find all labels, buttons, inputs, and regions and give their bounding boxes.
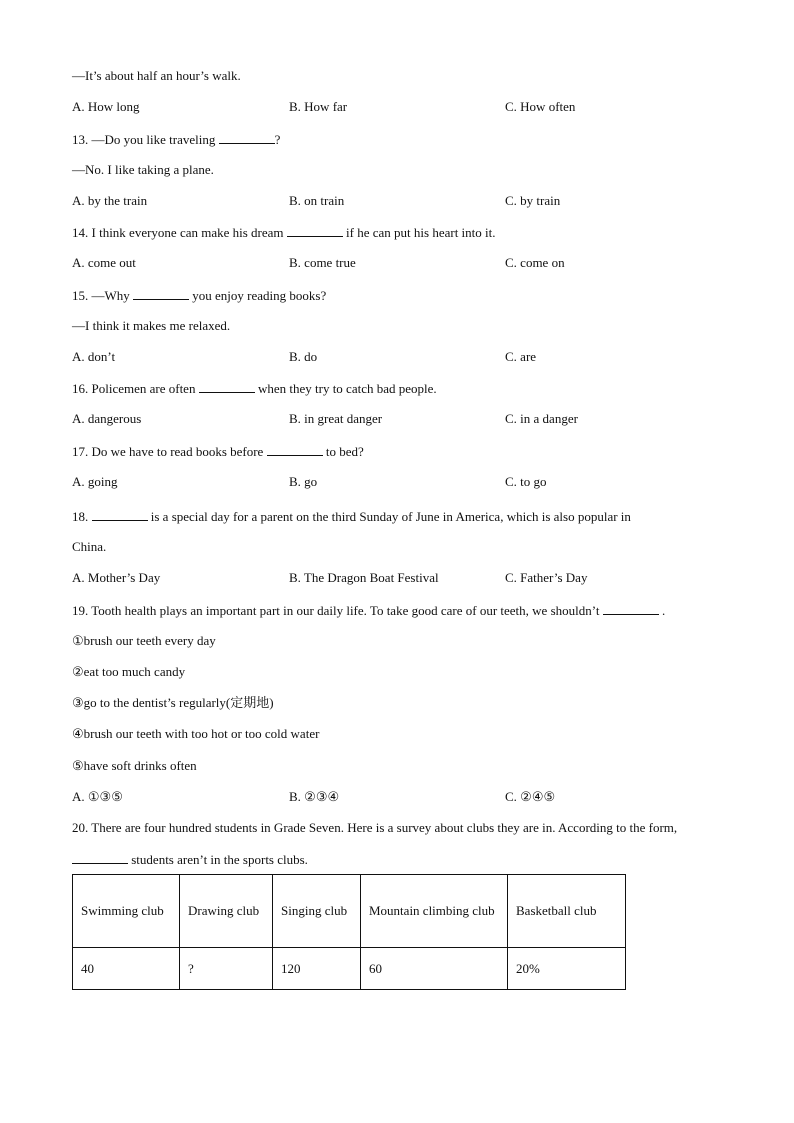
q12-option-a[interactable]: A. How long [72, 99, 140, 114]
q16-stem-tail: when they try to catch bad people. [254, 381, 437, 396]
q18-stem-continued: China. [72, 539, 107, 554]
q17-stem-tail: to bed? [322, 444, 364, 459]
q19-item-4: ④brush our teeth with too hot or too cold water [72, 726, 320, 741]
q18-stem [72, 508, 631, 525]
q19-stem-tail: . [658, 603, 666, 618]
q14-stem-tail: if he can put his heart into it. [342, 225, 496, 240]
q17-option-b[interactable]: B. go [289, 474, 318, 489]
q19-item-5: ⑤have soft drinks often [72, 758, 197, 773]
value-basketball-club: 20% [508, 948, 626, 990]
value-singing-club: 120 [273, 948, 361, 990]
q14-blank [287, 224, 343, 237]
header-drawing-club: Drawing club [180, 875, 273, 948]
q15-option-a[interactable]: A. don’t [72, 349, 116, 364]
q19-item-2: ②eat too much candy [72, 664, 186, 679]
q18-stem-text: 18. [72, 509, 92, 524]
value-drawing-club: ? [180, 948, 273, 990]
q16-option-c[interactable]: C. in a danger [505, 411, 578, 426]
q18-option-b[interactable]: B. The Dragon Boat Festival [289, 570, 439, 585]
survey-header-row [73, 875, 626, 948]
q15-stem [72, 287, 326, 304]
q12-option-b[interactable]: B. How far [289, 99, 348, 114]
q12-answer-line: —It’s about half an hour’s walk. [72, 68, 241, 83]
q16-option-a[interactable]: A. dangerous [72, 411, 142, 426]
q14-option-b[interactable]: B. come true [289, 255, 356, 270]
q19-option-a[interactable]: A. ①③⑤ [72, 789, 123, 804]
q16-stem [72, 380, 437, 397]
q14-stem-text: 14. I think everyone can make his dream [72, 225, 287, 240]
q13-stem [72, 131, 280, 148]
q13-option-b[interactable]: B. on train [289, 193, 345, 208]
q18-option-c[interactable]: C. Father’s Day [505, 570, 588, 585]
q19-option-c[interactable]: C. ②④⑤ [505, 789, 556, 804]
q13-option-a[interactable]: A. by the train [72, 193, 148, 208]
q14-option-a[interactable]: A. come out [72, 255, 136, 270]
q15-option-c[interactable]: C. are [505, 349, 537, 364]
header-singing-club: Singing club [273, 875, 361, 948]
q18-stem-tail: is a special day for a parent on the third Sunday of June in America, which is also popular in [147, 509, 631, 524]
q18-option-a[interactable]: A. Mother’s Day [72, 570, 161, 585]
q13-stem-tail: ? [274, 132, 281, 147]
header-basketball-club: Basketball club [508, 875, 626, 948]
q20-stem-continued [72, 851, 308, 868]
q20-stem: 20. There are four hundred students in Grade Seven. Here is a survey about clubs they are in. According to the form, [72, 820, 678, 835]
survey-value-row [73, 948, 626, 990]
q15-option-b[interactable]: B. do [289, 349, 318, 364]
q16-option-b[interactable]: B. in great danger [289, 411, 383, 426]
q15-blank [133, 287, 189, 300]
q17-stem [72, 443, 364, 460]
q17-option-a[interactable]: A. going [72, 474, 118, 489]
q19-item-1: ①brush our teeth every day [72, 633, 216, 648]
value-mountain-climbing-club: 60 [361, 948, 508, 990]
q20-stem-tail: students aren’t in the sports clubs. [128, 852, 308, 867]
q17-option-c[interactable]: C. to go [505, 474, 547, 489]
q15-stem-text: 15. —Why [72, 288, 134, 303]
q19-option-b[interactable]: B. ②③④ [289, 789, 340, 804]
q19-item-3: ③go to the dentist’s regularly(定期地) [72, 695, 274, 710]
value-swimming-club: 40 [73, 948, 180, 990]
club-survey-table [72, 874, 626, 990]
header-swimming-club: Swimming club [73, 875, 180, 948]
q13-answer-line: —No. I like taking a plane. [72, 162, 214, 177]
q20-blank [72, 851, 128, 864]
q19-blank [603, 602, 659, 615]
q14-stem [72, 224, 496, 241]
q15-stem-tail: you enjoy reading books? [189, 288, 327, 303]
q17-stem-text: 17. Do we have to read books before [72, 444, 267, 459]
q16-stem-text: 16. Policemen are often [72, 381, 199, 396]
q12-option-c[interactable]: C. How often [505, 99, 576, 114]
q14-option-c[interactable]: C. come on [505, 255, 565, 270]
q17-blank [267, 443, 323, 456]
q13-option-c[interactable]: C. by train [505, 193, 561, 208]
q19-stem [72, 602, 665, 619]
q19-stem-text: 19. Tooth health plays an important part in our daily life. To take good care of our teeth, we shouldn’t [72, 603, 603, 618]
q16-blank [199, 380, 255, 393]
q13-blank [219, 131, 275, 144]
q13-stem-text: 13. —Do you like traveling [72, 132, 219, 147]
q15-answer-line: —I think it makes me relaxed. [72, 318, 231, 333]
header-mountain-climbing-club: Mountain climbing club [361, 875, 508, 948]
q18-blank [92, 508, 148, 521]
